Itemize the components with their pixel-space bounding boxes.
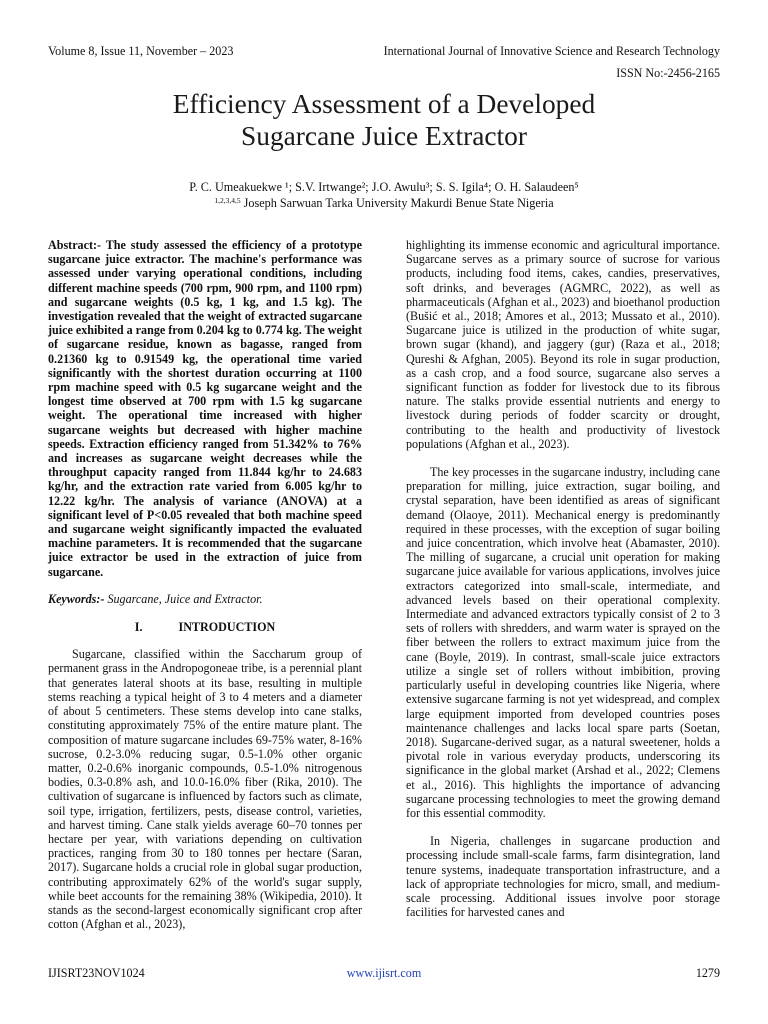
section-number: I. — [134, 620, 143, 635]
paper-title-line-1: Efficiency Assessment of a Developed — [172, 89, 596, 119]
abstract: Abstract:- The study assessed the efficiency of a prototype sugarcane juice extractor. The machine's performance was assessed under varying operational conditions, including different machine speeds (700 rpm, 900 rpm, and 1100 rpm) and sugarcane weights (0.5 kg, 1 kg, and 1.5 kg). The investigation revealed that the weight of extracted sugarcane juice exhibited a range from 0.204 kg to 0.774 kg. The weight of sugarcane residue, known as bagasse, ranged from 0.21360 kg to 0.91549 kg, the operational time varied significantly with the shortest duration occurring at 1100 rpm machine speed with 0.5 kg sugarcane weight and the longest time observed at 700 rpm with 1.5 kg sugarcane weight. The operational time increased with higher sugarcane weights but decreased with higher machine speeds. Extraction efficiency ranged from 51.342% to 76% and increases as sugarcane weight decreases while the throughput capacity ranged from 11.844 kg/hr to 24.683 kg/hr, and the extraction rate varied from 6.005 kg/hr to 12.22 kg/hr. The analysis of variance (ANOVA) at a significant level of P<0.05 revealed that both machine speed and sugarcane weight significantly impacted the evaluated machine parameters. It is recommended that the sugarcane juice extractor be used in the extraction of juice from sugarcane. — [48, 238, 362, 579]
section-heading-introduction — [48, 620, 362, 634]
author-list: P. C. Umeakuekwe ¹; S.V. Irtwange²; J.O. Awulu³; S. S. Igila⁴; O. H. Salaudeen⁵ — [189, 180, 579, 194]
left-column — [48, 238, 362, 931]
intro-paragraph-3: In Nigeria, challenges in sugarcane production and processing include small-scale farms, farm disintegration, land tenure systems, inadequate transportation infrastructure, and a lack of appropriate technologies for micro, small, and medium-scale processing. Additional issues involve poor storage facilities for harvested canes and — [406, 834, 720, 920]
header-issn: ISSN No:-2456-2165 — [616, 66, 720, 80]
keywords — [48, 592, 362, 606]
intro-paragraph-2: The key processes in the sugarcane industry, including cane preparation for milling, juice extraction, sugar boiling, and crystal separation, have been identified as areas of significant demand (Olaoye, 2011). Mechanical energy is predominantly required in these processes, with the exception of sugar boiling and juice concentration, which involve heat (Abamaster, 2010). The milling of sugarcane, a crucial unit operation for making sugarcane juice available for various applications, involves juice extractors categorized into small-scale, intermediate, and advanced levels based on their operational complexity. Intermediate and advanced extractors typically consist of 2 to 3 sets of rollers with shredders, and warm water is sprayed on the fiber between the rollers to extract maximum juice from the cane (Boyle, 2019). In contrast, small-scale juice extractors utilize a single set of rollers without imbibition, proving particularly useful in developing countries like Nigeria, where extensive sugarcane farming is not yet widespread, and complex large equipment imported from developed countries poses maintenance challenges and lacks local spare parts (Soetan, 2018). Sugarcane-derived sugar, as a natural sweetener, holds a pivotal role in various everyday products, underscoring its significance in the global market (Arshad et al., 2022; Clemens et al., 2016). This highlights the importance of advancing sugarcane processing technologies to meet the growing demand for this essential commodity. — [406, 465, 720, 820]
footer-page-number: 1279 — [695, 966, 720, 980]
paper-title — [60, 88, 708, 152]
keywords-text: Sugarcane, Juice and Extractor. — [104, 591, 263, 606]
affiliation — [48, 193, 720, 211]
section-title: INTRODUCTION — [178, 620, 276, 635]
keywords-label: Keywords:- — [48, 591, 105, 606]
header-journal-name: International Journal of Innovative Science and Research Technology — [383, 44, 720, 58]
header-volume: Volume 8, Issue 11, November – 2023 — [48, 44, 234, 58]
affiliation-markers: 1,2,3,4,5 — [214, 196, 241, 205]
intro-paragraph-1-continued: highlighting its immense economic and agricultural importance. Sugarcane serves as a primary source of sucrose for various products, including food items, cakes, candies, preservatives, soft drinks, and beverages (AGMRC, 2022), as well as pharmaceuticals (Afghan et al., 2023) and bioethanol production (Bušić et al., 2018; Amores et al., 2013; Mussato et al., 2010). Sugarcane juice is utilized in the production of white sugar, brown sugar (khand), and jaggery (gur) (Raza et al., 2018; Qureshi & Afghan, 2005). Beyond its role in sugar production, as a cash crop, and a food source, sugarcane also serves a significant function as fodder for livestock due to its fibrous nature. The stalks provide essential nutrients and energy to livestock during periods of fodder scarcity or drought, contributing to the health and productivity of livestock populations (Afghan et al., 2023). — [406, 238, 720, 451]
intro-paragraph-1: Sugarcane, classified within the Saccharum group of permanent grass in the Andropogoneae tribe, is a perennial plant that generates lateral shoots at its base, resulting in multiple stems reaching a typical height of 3 to 4 meters and a diameter of about 5 centimeters. These stems develop into cane stalks, constituting approximately 75% of the entire mature plant. The composition of mature sugarcane includes 69-75% water, 8-16% sucrose, 0.2-3.0% reducing sugar, 0.5-1.0% other organic matter, 0.2-0.6% inorganic compounds, 0.5-1.0% nitrogenous bodies, 0.3-0.8% ash, and 10.0-16.0% fiber (Rika, 2010). The cultivation of sugarcane is influenced by factors such as climate, soil type, irrigation, fertilizers, pests, disease control, varieties, and harvest timing. Cane stalk yields average 60–70 tonnes per hectare per year, with variations depending on cultivation practices, ranging from 30 to 180 tonnes per hectare (Saran, 2017). Sugarcane holds a crucial role in global sugar production, contributing approximately 62% of the world's sugar supply, while beet accounts for the remaining 38% (Wikipedia, 2010). It stands as the second-largest economically significant crop after cotton (Afghan et al., 2023), — [48, 647, 362, 932]
footer-journal-link[interactable]: www.ijisrt.com — [346, 966, 422, 980]
affiliation-text: Joseph Sarwuan Tarka University Makurdi Benue State Nigeria — [240, 196, 554, 210]
footer-paper-id: IJISRT23NOV1024 — [48, 966, 145, 980]
right-column — [406, 238, 720, 919]
paper-title-line-2: Sugarcane Juice Extractor — [241, 121, 527, 151]
